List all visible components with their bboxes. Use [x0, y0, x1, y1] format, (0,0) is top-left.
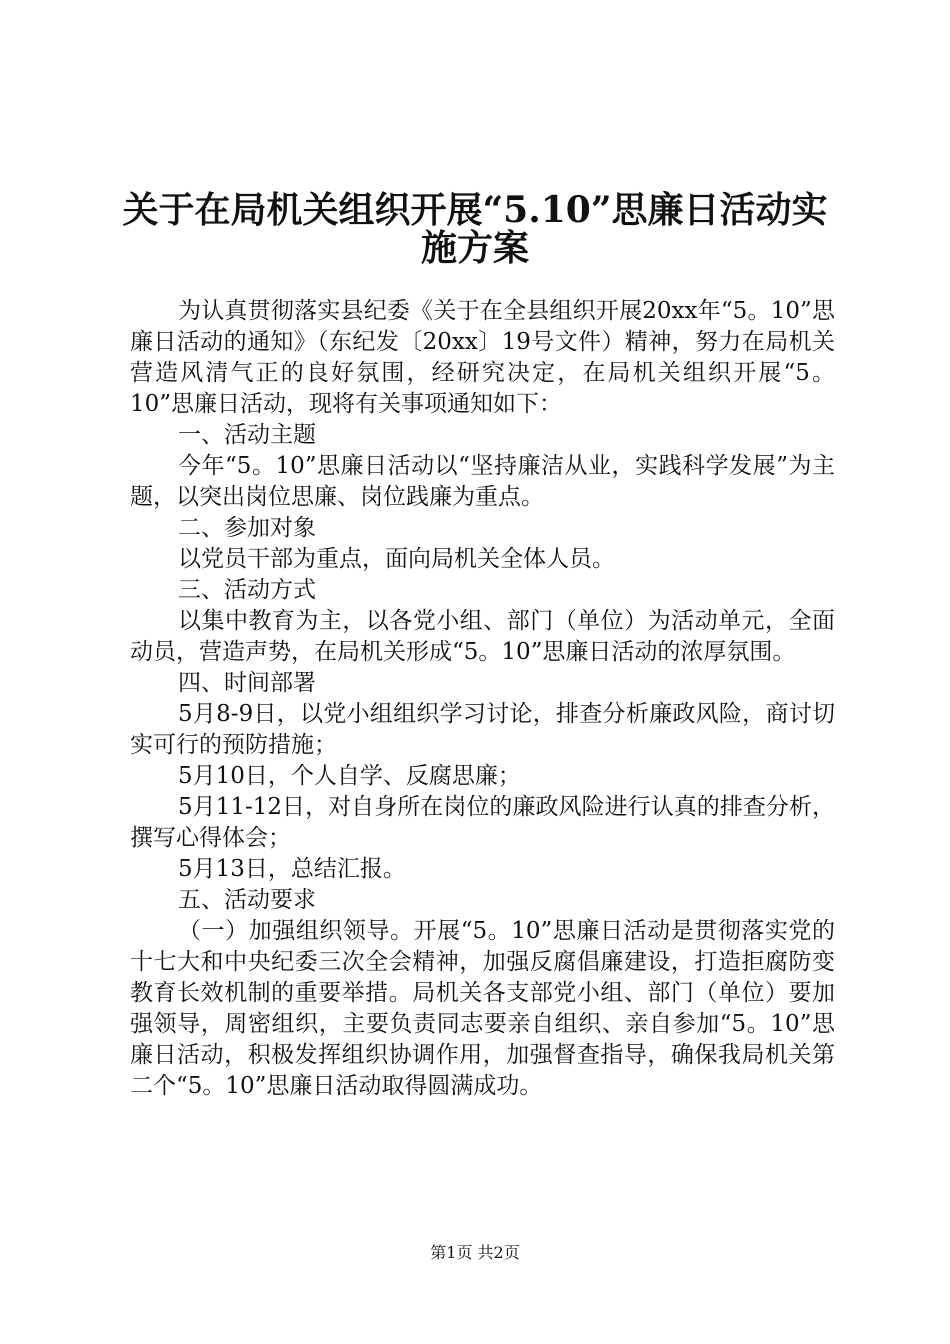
method-paragraph: 以集中教育为主，以各党小组、部门（单位）为活动单元，全面动员，营造声势，在局机关形成“5。10”思廉日活动的浓厚氛围。 [130, 608, 835, 665]
schedule-item-1: 5月8-9日，以党小组组织学习讨论，排查分析廉政风险，商讨切实可行的预防措施； [130, 701, 835, 758]
document-body [130, 296, 835, 1102]
theme-paragraph: 今年“5。10”思廉日活动以“坚持廉洁从业，实践科学发展”为主题，以突出岗位思廉、岗位践廉为重点。 [130, 453, 835, 510]
page-number-footer: 第1页 共2页 [430, 1243, 520, 1262]
document-title-line-1: 关于在局机关组织开展“5.10”思廉日活动实 [122, 189, 828, 231]
requirements-paragraph: （一）加强组织领导。开展“5。10”思廉日活动是贯彻落实党的十七大和中央纪委三次全会精神，加强反腐倡廉建设，打造拒腐防变教育长效机制的重要举措。局机关各支部党小组、部门（单位）要加强领导，周密组织，主要负责同志要亲自组织、亲自参加“5。10”思廉日活动，积极发挥组织协调作用，加强督查指导，确保我局机关第二个“5。10”思廉日活动取得圆满成功。 [130, 918, 835, 1099]
document-title-line-2: 施方案 [420, 227, 529, 269]
intro-paragraph: 为认真贯彻落实县纪委《关于在全县组织开展20xx年“5。10”思廉日活动的通知》（东纪发〔20xx〕19号文件）精神，努力在局机关营造风清气正的良好氛围，经研究决定，在局机关组织开展“5。10”思廉日活动，现将有关事项通知如下： [130, 298, 835, 417]
section-heading-schedule: 四、时间部署 [178, 670, 316, 696]
section-heading-participants: 二、参加对象 [178, 515, 316, 541]
section-heading-method: 三、活动方式 [178, 577, 316, 603]
schedule-item-3: 5月11-12日，对自身所在岗位的廉政风险进行认真的排查分析，撰写心得体会； [130, 794, 835, 851]
section-heading-requirements: 五、活动要求 [178, 887, 316, 913]
schedule-item-4: 5月13日，总结汇报。 [178, 856, 406, 882]
schedule-item-2: 5月10日，个人自学、反腐思廉； [178, 763, 521, 789]
section-heading-theme: 一、活动主题 [178, 422, 316, 448]
participants-paragraph: 以党员干部为重点，面向局机关全体人员。 [178, 546, 615, 572]
